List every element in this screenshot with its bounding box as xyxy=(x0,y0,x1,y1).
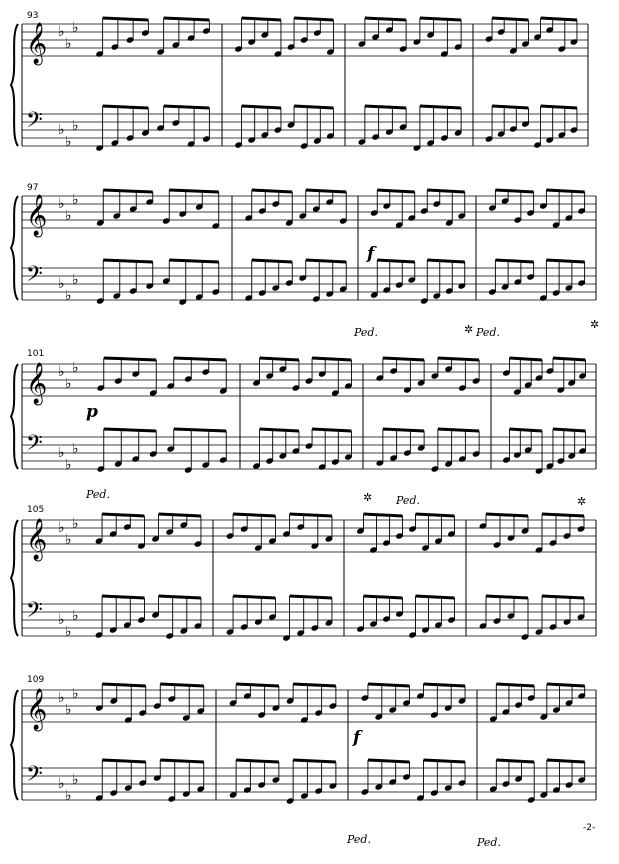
pedal-down-mark: Ped. xyxy=(86,488,110,501)
note-beam xyxy=(509,429,542,431)
flat-icon: ♭ xyxy=(58,776,65,792)
pedal-release-mark: ✲ xyxy=(590,318,600,331)
flat-icon: ♭ xyxy=(65,36,72,52)
treble-clef-icon: 𝄞 xyxy=(26,23,48,64)
dynamic-marking: f xyxy=(353,728,361,748)
note-beam xyxy=(103,18,149,20)
note-beam xyxy=(383,358,424,360)
note-beam xyxy=(420,106,461,108)
note-beam xyxy=(293,760,336,762)
flat-icon: ♭ xyxy=(72,360,79,376)
note-beam xyxy=(546,190,584,192)
pedal-down-mark: Ped. xyxy=(477,836,501,849)
note-beam xyxy=(260,358,299,360)
pedal-down-mark: Ped. xyxy=(347,833,371,846)
note-beam xyxy=(438,358,479,360)
staff-brace xyxy=(11,690,18,800)
note-beam xyxy=(102,514,144,516)
page-mark: -2- xyxy=(583,823,596,833)
note-beam xyxy=(233,596,275,598)
note-beam xyxy=(164,18,210,20)
note-beam xyxy=(252,260,293,262)
flat-icon: ♭ xyxy=(72,772,79,788)
flat-icon: ♭ xyxy=(58,276,65,292)
note-beam xyxy=(103,190,153,192)
pedal-release-mark: ✲ xyxy=(577,495,587,508)
note-beam xyxy=(104,358,157,360)
note-beam xyxy=(260,429,299,431)
note-beam xyxy=(553,429,586,431)
flat-icon: ♭ xyxy=(65,288,72,304)
flat-icon: ♭ xyxy=(58,196,65,212)
note-beam xyxy=(547,684,585,686)
measure-number: 101 xyxy=(27,349,45,359)
flat-icon: ♭ xyxy=(72,118,79,134)
note-beam xyxy=(509,358,542,360)
measure-number: 109 xyxy=(27,675,45,685)
note-beam xyxy=(242,18,281,20)
note-beam xyxy=(377,190,415,192)
note-beam xyxy=(103,106,149,108)
note-beam xyxy=(174,429,227,431)
pedal-down-mark: Ped. xyxy=(476,326,500,339)
note-beam xyxy=(236,684,279,686)
note-beam xyxy=(159,514,201,516)
note-beam xyxy=(423,684,465,686)
note-beam xyxy=(541,106,577,108)
note-beam xyxy=(364,596,403,598)
bass-clef-icon: 𝄢 xyxy=(26,262,43,292)
note-beam xyxy=(306,190,347,192)
note-beam xyxy=(290,596,332,598)
note-beam xyxy=(242,106,281,108)
bass-clef-icon: 𝄢 xyxy=(26,762,43,792)
note-beam xyxy=(102,596,144,598)
note-beam xyxy=(416,514,455,516)
flat-icon: ♭ xyxy=(72,192,79,208)
note-beam xyxy=(365,18,406,20)
flat-icon: ♭ xyxy=(65,208,72,224)
note-beam xyxy=(496,684,534,686)
treble-clef-icon: 𝄞 xyxy=(26,195,48,236)
measure-number: 93 xyxy=(27,11,39,21)
note-beam xyxy=(294,106,333,108)
pedal-release-mark: ✲ xyxy=(363,491,373,504)
note-beam xyxy=(383,429,424,431)
note-beam xyxy=(169,190,219,192)
note-beam xyxy=(236,760,279,762)
note-beam xyxy=(547,760,585,762)
bass-clef-icon: 𝄢 xyxy=(26,431,43,461)
note-beam xyxy=(542,596,584,598)
note-beam xyxy=(104,429,157,431)
note-beam xyxy=(377,260,415,262)
note-beam xyxy=(492,106,528,108)
flat-icon: ♭ xyxy=(58,122,65,138)
flat-icon: ♭ xyxy=(58,364,65,380)
treble-clef-icon: 𝄞 xyxy=(26,519,48,560)
staff-brace xyxy=(11,196,18,300)
note-beam xyxy=(438,429,479,431)
flat-icon: ♭ xyxy=(65,788,72,804)
treble-clef-icon: 𝄞 xyxy=(26,689,48,730)
note-beam xyxy=(312,358,351,360)
note-beam xyxy=(293,684,336,686)
note-beam xyxy=(486,514,528,516)
note-beam xyxy=(546,260,584,262)
note-beam xyxy=(365,106,406,108)
flat-icon: ♭ xyxy=(58,690,65,706)
staff-brace xyxy=(11,24,18,146)
flat-icon: ♭ xyxy=(58,445,65,461)
flat-icon: ♭ xyxy=(65,376,72,392)
flat-icon: ♭ xyxy=(72,516,79,532)
note-beam xyxy=(164,106,210,108)
flat-icon: ♭ xyxy=(58,520,65,536)
flat-icon: ♭ xyxy=(58,24,65,40)
note-beam xyxy=(252,190,293,192)
flat-icon: ♭ xyxy=(72,441,79,457)
dynamic-marking: p xyxy=(86,402,98,422)
note-beam xyxy=(102,760,146,762)
note-beam xyxy=(174,358,227,360)
note-beam xyxy=(160,760,204,762)
bass-clef-icon: 𝄢 xyxy=(26,108,43,138)
note-beam xyxy=(169,260,219,262)
flat-icon: ♭ xyxy=(72,20,79,36)
flat-icon: ♭ xyxy=(72,686,79,702)
note-beam xyxy=(423,760,465,762)
dynamic-marking: f xyxy=(367,244,375,264)
note-beam xyxy=(553,358,586,360)
note-beam xyxy=(290,514,332,516)
note-beam xyxy=(541,18,577,20)
flat-icon: ♭ xyxy=(58,612,65,628)
note-beam xyxy=(306,260,347,262)
note-beam xyxy=(420,18,461,20)
measure-number: 97 xyxy=(27,183,39,193)
note-beam xyxy=(102,684,146,686)
note-beam xyxy=(233,514,275,516)
note-beam xyxy=(416,596,455,598)
note-beam xyxy=(312,429,351,431)
flat-icon: ♭ xyxy=(72,608,79,624)
flat-icon: ♭ xyxy=(72,272,79,288)
note-beam xyxy=(364,514,403,516)
note-beam xyxy=(427,190,465,192)
note-beam xyxy=(103,260,153,262)
bass-clef-icon: 𝄢 xyxy=(26,598,43,628)
pedal-down-mark: Ped. xyxy=(354,326,378,339)
note-beam xyxy=(294,18,333,20)
note-beam xyxy=(368,760,410,762)
note-beam xyxy=(542,514,584,516)
note-beam xyxy=(495,190,533,192)
flat-icon: ♭ xyxy=(65,624,72,640)
staff-brace xyxy=(11,364,18,469)
note-beam xyxy=(160,684,204,686)
note-beam xyxy=(368,684,410,686)
note-beam xyxy=(427,260,465,262)
measure-number: 105 xyxy=(27,505,45,515)
flat-icon: ♭ xyxy=(65,532,72,548)
note-beam xyxy=(495,260,533,262)
note-beam xyxy=(486,596,528,598)
flat-icon: ♭ xyxy=(65,702,72,718)
pedal-down-mark: Ped. xyxy=(396,494,420,507)
note-beam xyxy=(496,760,534,762)
note-beam xyxy=(492,18,528,20)
note-beam xyxy=(159,596,201,598)
flat-icon: ♭ xyxy=(65,134,72,150)
flat-icon: ♭ xyxy=(65,457,72,473)
treble-clef-icon: 𝄞 xyxy=(26,363,48,404)
pedal-release-mark: ✲ xyxy=(464,323,474,336)
staff-brace xyxy=(11,520,18,636)
